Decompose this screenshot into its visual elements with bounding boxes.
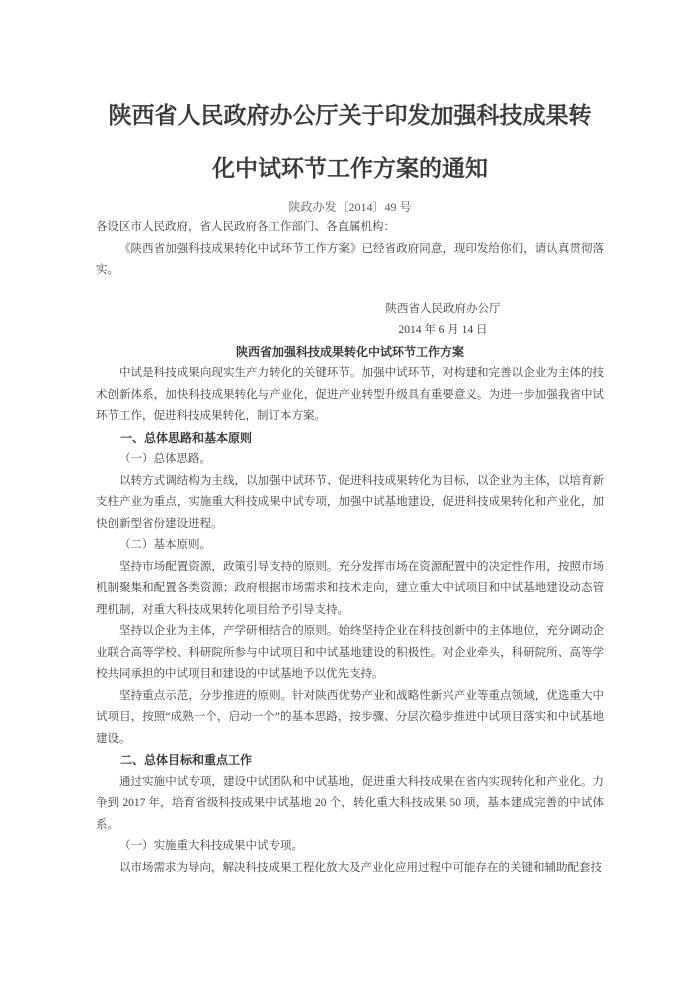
paragraph: （一）实施重大科技成果中试专项。 [119, 840, 303, 852]
paragraph: 以转方式调结构为主线，以加强中试环节、促进科技成果转化为目标，以企业为主体，以培育新支柱产业为重点，实施重大科技成果中试专项，加强中试基地建设，促进科技成果转化和产业化，加快创新型省份建设进程。 [96, 474, 604, 530]
signature-block [333, 299, 553, 342]
paragraph: 坚持重点示范，分步推进的原则。针对陕西优势产业和战略性新兴产业等重点领域，优选重大中试项目，按照“成熟一个，启动一个”的基本思路，按步骤、分层次稳步推进中试项目落实和中试基地建设。 [96, 689, 604, 745]
section-heading: 一、总体思路和基本原则 [120, 430, 253, 445]
paragraph: 中试是科技成果向现实生产力转化的关键环节。加强中试环节，对构建和完善以企业为主体的技术创新体系，加快科技成果转化与产业化，促进产业转型升级具有重要意义。为进一步加强我省中试环节工作，促进科技成果转化，制订本方案。 [96, 367, 604, 422]
paragraph: 通过实施中试专项，建设中试团队和中试基地，促进重大科技成果在省内实现转化和产业化。力争到 2017 年，培育省级科技成果中试基地 20 个，转化重大科技成果 50 项，基本建成完善的中试体系。 [96, 775, 604, 831]
notice-body-paragraph: 《陕西省加强科技成果转化中试环节工作方案》已经省政府同意，现印发给你们，请认真贯彻落实。 [96, 242, 604, 276]
doc-number: 陕政办发〔2014〕49 号 [288, 200, 412, 214]
document-body [0, 217, 700, 879]
notice-title: 陕西省人民政府办公厅关于印发加强科技成果转化中试环节工作方案的通知 [108, 102, 592, 181]
signer-name: 陕西省人民政府办公厅 [385, 302, 501, 315]
section-heading: 二、总体目标和重点工作 [120, 753, 253, 767]
salutation: 各设区市人民政府，省人民政府各工作部门、各直属机构： [96, 221, 395, 233]
paragraph: 以市场需求为导向，解决科技成果工程化放大及产业化应用过程中可能存在的关键和辅助配套技 [119, 861, 602, 874]
paragraph: （一）总体思路。 [119, 453, 211, 465]
paragraph: 坚持以企业为主体，产学研相结合的原则。始终坚持企业在科技创新中的主体地位，充分调动企业联合高等学校、科研院所参与中试项目和中试基地建设的积极性。对企业牵头，科研院所、高等学校共同承担的中试项目和建设的中试基地予以优先支持。 [96, 625, 604, 680]
paragraph: 坚持市场配置资源，政策引导支持的原则。充分发挥市场在资源配置中的决定性作用，按照市场机制聚集和配置各类资源；政府根据市场需求和技术走向，建立重大中试项目和中试基地建设动态管理机制，对重大科技成果转化项目给予引导支持。 [96, 560, 604, 616]
sign-date: 2014 年 6 月 14 日 [398, 324, 488, 336]
plan-title: 陕西省加强科技成果转化中试环节工作方案 [235, 344, 464, 359]
paragraph: （二）基本原则。 [119, 539, 211, 551]
